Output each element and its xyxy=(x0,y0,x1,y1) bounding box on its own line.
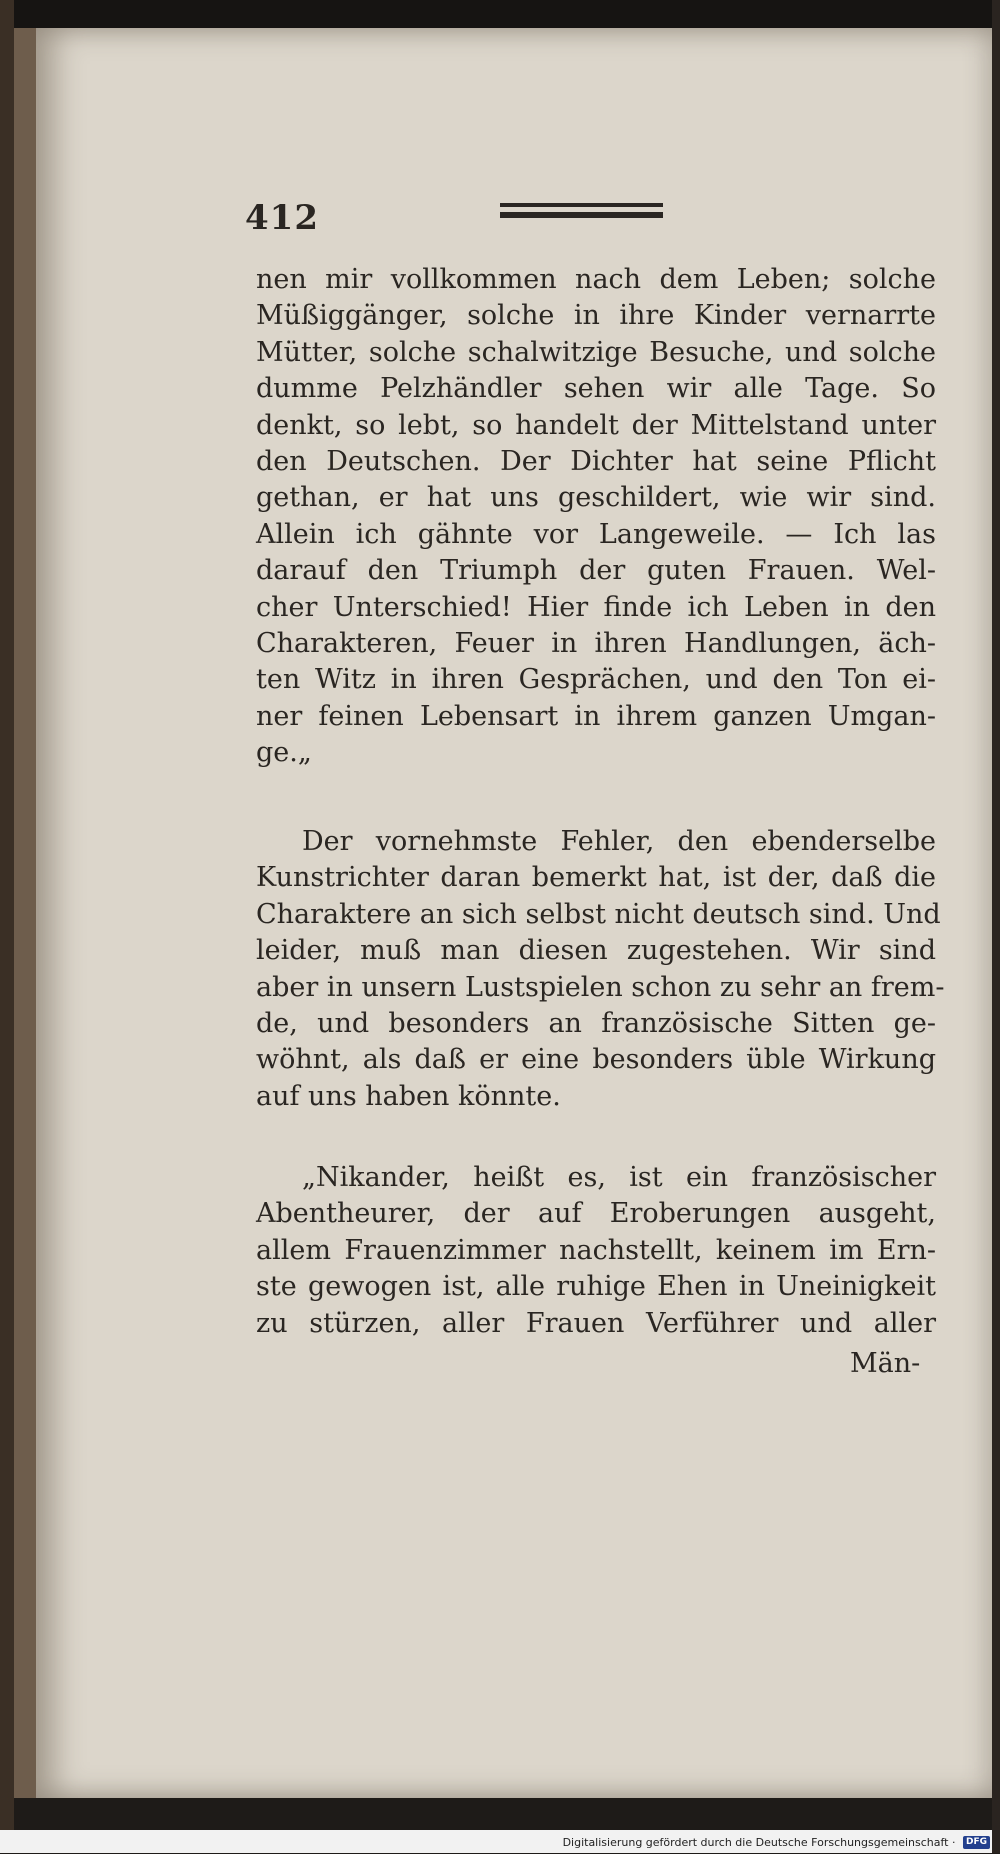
text-line: dumme Pelzhändler sehen wir alle Tage. So xyxy=(256,373,936,405)
text-line: denkt, so lebt, so handelt der Mittelstand unter xyxy=(256,409,936,441)
text-line: den Deutschen. Der Dichter hat seine Pflicht xyxy=(256,445,936,477)
text-line: wöhnt, als daß er eine besonders üble Wirkung xyxy=(256,1044,936,1076)
text-line: de, und besonders an französische Sitten ge- xyxy=(256,1007,936,1039)
text-line: ge.„ xyxy=(256,737,312,769)
page-number: 412 xyxy=(245,198,319,238)
text-line: leider, muß man diesen zugestehen. Wir sind xyxy=(256,935,936,967)
text-line: aber in unsern Lustspielen schon zu sehr an frem- xyxy=(256,971,945,1003)
text-line: Müßiggänger, solche in ihre Kinder vernarrte xyxy=(256,300,936,332)
dfg-logo-icon[interactable]: DFG xyxy=(963,1836,990,1849)
book-spine-edge xyxy=(0,0,14,1853)
text-line: ten Witz in ihren Gesprächen, und den Ton ei- xyxy=(256,664,936,696)
text-line: Mütter, solche schalwitzige Besuche, und solche xyxy=(256,336,936,368)
paragraph-2 xyxy=(256,824,945,1115)
header-rule xyxy=(500,203,663,218)
text-line: Charakteren, Feuer in ihren Handlungen, äch- xyxy=(256,627,936,659)
text-line: gethan, er hat uns geschildert, wie wir sind. xyxy=(256,482,936,514)
text-line: allem Frauenzimmer nachstellt, keinem im Ern- xyxy=(256,1234,936,1266)
paragraph-1 xyxy=(256,262,936,771)
text-line: „Nikander, heißt es, ist ein französischer xyxy=(302,1162,936,1193)
paragraph-3 xyxy=(256,1160,936,1342)
text-line: auf uns haben könnte. xyxy=(256,1080,561,1112)
text-line: Abentheurer, der auf Eroberungen ausgeht, xyxy=(256,1198,936,1230)
text-line: ste gewogen ist, alle ruhige Ehen in Uneinigkeit xyxy=(256,1271,936,1303)
text-line: Allein ich gähnte vor Langeweile. — Ich las xyxy=(256,518,936,550)
scan-top-border xyxy=(0,0,1000,30)
footer-credit: Digitalisierung gefördert durch die Deutsche Forschungsgemeinschaft · xyxy=(562,1835,956,1849)
catchword: Män- xyxy=(850,1348,921,1379)
text-line: nen mir vollkommen nach dem Leben; solche xyxy=(256,264,936,295)
digitization-footer xyxy=(0,1830,992,1853)
text-line: zu stürzen, aller Frauen Verführer und aller xyxy=(256,1307,936,1339)
text-line: darauf den Triumph der guten Frauen. Wel- xyxy=(256,555,936,587)
text-line: cher Unterschied! Hier finde ich Leben in den xyxy=(256,591,936,623)
text-line: Charaktere an sich selbst nicht deutsch sind. Und xyxy=(256,898,941,930)
scan-right-border xyxy=(992,0,1000,1853)
text-line: Kunstrichter daran bemerkt hat, ist der, daß die xyxy=(256,862,936,894)
text-line: Der vornehmste Fehler, den ebenderselbe xyxy=(302,826,936,857)
text-line: ner feinen Lebensart in ihrem ganzen Umgan- xyxy=(256,700,936,732)
